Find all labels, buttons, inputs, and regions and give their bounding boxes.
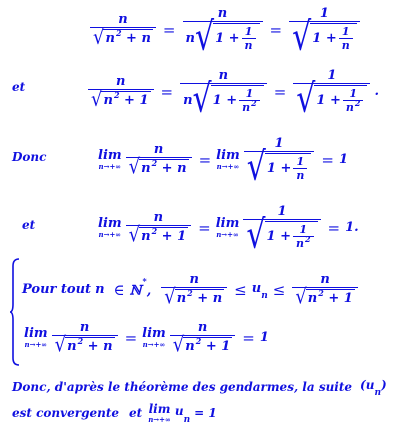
- fraction: [88, 74, 154, 112]
- limit-value: = 1: [194, 406, 217, 420]
- element-of-sign: ∈: [113, 280, 125, 299]
- sqrt: √ 1 + 1 n $^2$: [193, 85, 264, 115]
- fraction: n √ n $^2$ + 1: [126, 210, 192, 245]
- denominator: [293, 76, 370, 123]
- equals-sign: =: [198, 150, 212, 169]
- limit-operator: lim n→+∞: [148, 402, 171, 424]
- numerator: 1: [327, 68, 337, 83]
- denominator: [183, 14, 263, 61]
- fraction: [289, 6, 360, 61]
- limit-operator: lim n→+∞: [216, 147, 240, 171]
- u-n: $u_n$: [174, 404, 191, 425]
- equation-line-4: [98, 204, 359, 259]
- sqrt: √ 1 + 1 n $^2$: [296, 85, 367, 115]
- period: .: [354, 220, 359, 235]
- equation-line-3: [98, 136, 348, 191]
- system-line-2: [24, 320, 269, 358]
- denominator: [289, 14, 360, 61]
- numerator: n: [118, 12, 128, 27]
- equals-sign: =: [273, 82, 287, 101]
- factor: n: [183, 92, 193, 108]
- less-equal-sign: ≤: [234, 280, 247, 299]
- period: .: [374, 84, 379, 99]
- equals-sign: =: [160, 82, 174, 101]
- limit-operator: lim n→+∞: [98, 147, 122, 171]
- limit-operator: lim n→+∞: [142, 325, 166, 349]
- limit-operator: lim n→+∞: [98, 215, 122, 239]
- u-n: $u_n$: [251, 280, 268, 302]
- label-donc: Donc: [12, 150, 47, 164]
- naturals-set: ℕ*,: [129, 275, 152, 299]
- equals-sign: =: [269, 20, 283, 39]
- limit-operator: lim n→+∞: [24, 325, 48, 349]
- sqrt: √ n $^2$ + n: [93, 25, 151, 50]
- denominator: [90, 25, 156, 50]
- inner-fraction: 1 n $^2$: [239, 88, 260, 114]
- sequence-notation: $(u_n)$: [360, 378, 387, 399]
- label-et: et: [22, 218, 36, 232]
- left-brace-icon: [10, 258, 20, 366]
- equals-sign: =: [162, 20, 176, 39]
- fraction: [293, 68, 370, 123]
- fraction: n √ n $^2$ + 1: [170, 320, 236, 355]
- denominator: [88, 87, 154, 112]
- conclusion-line-1: [12, 378, 387, 399]
- label-et: et: [12, 80, 26, 94]
- system-line-1: Pour tout n ∈ ℕ*, n √ n $^2$ + n ≤ $u_n$ ≤ n √ n $^2$ + 1: [22, 272, 360, 307]
- less-equal-sign: ≤: [272, 280, 286, 299]
- limit-value: 1: [338, 152, 348, 167]
- equation-line-1: [88, 6, 362, 61]
- fraction: 1 √ 1 + 1 n $^2$: [243, 204, 320, 251]
- equals-sign: =: [242, 328, 255, 347]
- numerator: n: [218, 68, 229, 83]
- equals-sign: =: [327, 218, 341, 237]
- conclusion-text: est convergente: [12, 406, 120, 420]
- text-pour-tout: Pour tout: [22, 282, 92, 297]
- conclusion-et: et: [129, 406, 143, 420]
- equals-sign: =: [198, 218, 211, 237]
- limit-value: 1: [345, 220, 355, 235]
- numerator: n: [116, 74, 126, 89]
- fraction: [180, 68, 267, 123]
- conclusion-text: Donc, d'après le théorème des gendarmes, la suite: [12, 379, 353, 394]
- inner-fraction: $\frac{1}{n}$: [242, 26, 256, 52]
- factor: n: [185, 30, 195, 46]
- equals-sign: =: [321, 150, 334, 169]
- sqrt: √ 1 + $\frac{1}{n}$: [195, 23, 260, 53]
- fraction: n √ n $^2$ + 1: [292, 272, 358, 307]
- inner-fraction: 1 n $^2$: [343, 88, 364, 114]
- equals-sign: =: [124, 328, 138, 347]
- sqrt: √ n $^2$ + 1: [91, 87, 149, 112]
- fraction: 1 √ 1 + $\frac{1}{n}$: [244, 136, 315, 183]
- fraction: [90, 12, 156, 50]
- limit-value: 1: [259, 330, 269, 345]
- sqrt: √ 1 + $\frac{1}{n}$: [292, 23, 357, 53]
- equation-line-2: [86, 68, 379, 123]
- fraction: n √ n $^2$ + n: [126, 142, 192, 177]
- numerator: 1: [319, 6, 329, 21]
- inner-fraction: $\frac{1}{n}$: [339, 26, 353, 52]
- fraction: n √ n $^2$ + n: [52, 320, 118, 355]
- denominator: [180, 76, 267, 123]
- fraction: [183, 6, 263, 61]
- limit-operator: lim n→+∞: [215, 215, 240, 239]
- conclusion-line-2: [12, 402, 217, 424]
- numerator: n: [217, 6, 228, 21]
- fraction: n √ n $^2$ + n: [161, 272, 227, 307]
